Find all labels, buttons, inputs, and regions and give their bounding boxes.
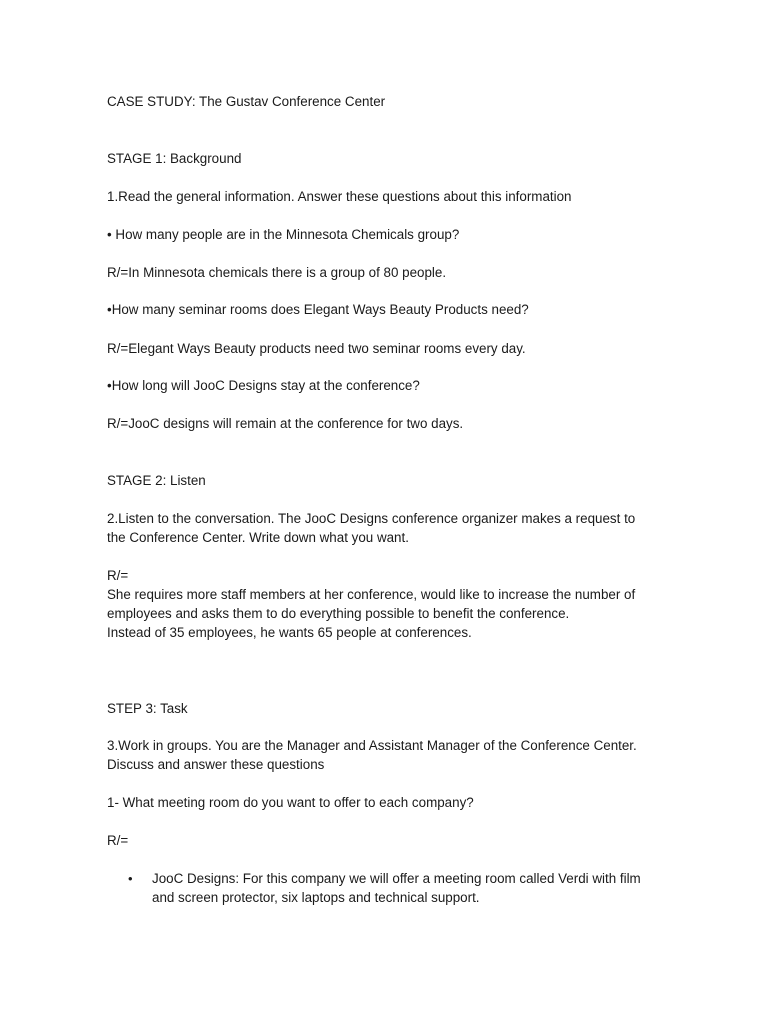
step3-answer-label: R/= — [107, 833, 129, 848]
bullet-icon: • — [128, 871, 133, 886]
step3-heading: STEP 3: Task — [107, 701, 188, 716]
step3-instruction-line-1: 3.Work in groups. You are the Manager and Assistant Manager of the Conference Center. — [107, 738, 637, 753]
stage2-instruction-line-1: 2.Listen to the conversation. The JooC Designs conference organizer makes a request to — [107, 511, 636, 526]
stage2-answer-label: R/= — [107, 568, 129, 583]
document-title: CASE STUDY: The Gustav Conference Center — [107, 94, 386, 109]
stage1-question-1: • How many people are in the Minnesota Chemicals group? — [107, 227, 460, 242]
stage1-answer-3: R/=JooC designs will remain at the conference for two days. — [107, 416, 464, 431]
stage2-instruction-line-2: the Conference Center. Write down what you want. — [107, 530, 409, 545]
stage2-answer-line-3: Instead of 35 employees, he wants 65 people at conferences. — [107, 625, 472, 640]
step3-bullet-1-line-2: and screen protector, six laptops and technical support. — [152, 890, 480, 905]
stage2-answer-line-1: She requires more staff members at her conference, would like to increase the number of — [107, 587, 636, 602]
step3-question-1: 1- What meeting room do you want to offer to each company? — [107, 795, 474, 810]
stage1-question-3: •How long will JooC Designs stay at the conference? — [107, 378, 420, 393]
stage2-answer-line-2: employees and asks them to do everything possible to benefit the conference. — [107, 606, 570, 621]
step3-instruction-line-2: Discuss and answer these questions — [107, 757, 325, 772]
step3-bullet-1-line-1: JooC Designs: For this company we will offer a meeting room called Verdi with film — [152, 871, 641, 886]
stage1-question-2: •How many seminar rooms does Elegant Ways Beauty Products need? — [107, 302, 529, 317]
stage2-heading: STAGE 2: Listen — [107, 473, 206, 488]
stage1-heading: STAGE 1: Background — [107, 151, 242, 166]
stage1-answer-1: R/=In Minnesota chemicals there is a group of 80 people. — [107, 265, 447, 280]
stage1-instruction: 1.Read the general information. Answer these questions about this information — [107, 189, 572, 204]
stage1-answer-2: R/=Elegant Ways Beauty products need two seminar rooms every day. — [107, 341, 526, 356]
